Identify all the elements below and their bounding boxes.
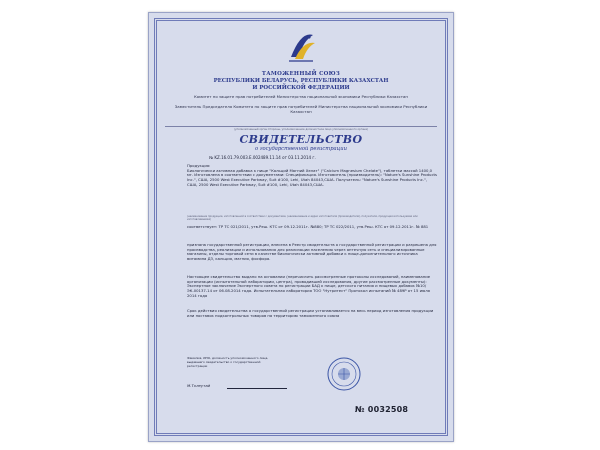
product-label: Продукция: <box>187 163 211 168</box>
document-title: СВИДЕТЕЛЬСТВО <box>239 133 363 146</box>
validity-text: Срок действия свидетельства о государственной регистрации устанавливается на весь период изготовления продукции или поставок подконтрольных товаров на территорию таможенного союза <box>187 308 434 318</box>
serial-number: № 0032508 <box>355 405 409 414</box>
signer-name: М.Толеутай <box>187 383 211 388</box>
authority-hint: (уполномоченный орган Стороны, уполномоченное должностное лицо уполномоченного органа) <box>165 126 437 131</box>
basis-text: Настоящее свидетельство выдано на основании (перечислить рассмотренные протоколы исследований, наименование организации (испытательной лаборатории, центра), проводившей исследования, другие рассмотренные документы): Экспертное заключение Экспертного совета по регистрации БАД к пище, детского питания и пищевых добавок №10/ЭК-00137-14 от 06.08.2014 года. Испытательная лаборатория ТОО "Нутритест" Протокол испытаний № 489Р от 15 июля 2014 года <box>187 274 431 298</box>
organization-line-1: Комитет по защите прав потребителей Министерства национальной экономики Республики Казахстан <box>194 94 408 99</box>
registration-number: № KZ.16.01.79.003.E.002489.11.14 от 03.11.2014 г. <box>209 155 316 160</box>
header-line-2: РЕСПУБЛИКИ БЕЛАРУСЬ, РЕСПУБЛИКИ КАЗАХСТАН <box>213 78 389 84</box>
official-seal-icon <box>327 357 361 391</box>
product-section <box>187 164 437 188</box>
signature-line <box>227 388 287 389</box>
header-line-1: ТАМОЖЕННЫЙ СОЮЗ <box>261 71 341 77</box>
organization-line-2: Заместитель Председателя Комитета по защите прав потребителей Министерства национальной экономики Республики Казахстан <box>174 104 428 114</box>
document-subtitle: о государственной регистрации <box>255 146 347 152</box>
signature-caption: Фамилия, ИНО, должность уполномоченного лица, выдавшего свидетельство о государственной регистрации <box>187 356 269 368</box>
product-hint: (наименование продукции, изготовленной в соответствии с документами, (наименование и адрес изготовителя (производителя), получателя, продукция используемая или изготавливаемая) <box>187 215 418 221</box>
header-line-3: И РОССИЙСКОЙ ФЕДЕРАЦИИ <box>252 85 350 91</box>
recognition-text: признана государственной регистрации, внесена в Реестр свидетельств о государственной регистрации и разрешена для производства, реализации и использования для реализации населению через аптечную сеть и специализированные магазины, отделы торговой сети в качестве биологически активной добавки к пище-дополнительного источника витамина Д3, кальция, магния, фосфора. <box>187 242 437 262</box>
compliance-text: соответствует: ТР ТС 021/2011, утв.Реш. КТС от 09.12.2011г. №880; ТР ТС 022/2011, утв.Реш. КТС от 09.12.2011г. № 881 <box>187 224 429 229</box>
customs-union-emblem-icon <box>285 27 317 71</box>
certificate-page <box>148 12 454 442</box>
product-description: Биологически активная добавка к пище "Кальций Магний Хелат" ("Calcium Magnesium Chelate"), таблетки массой 1400,0 мг. Изготовлена в соответствии с документами: Спецификация. Изготовитель (производитель): "Nature's Sunshine Products Inc.", США, 2500 West Executive Parkway, Suit #100, Lehi, Utah 84043,США. Получатель: "Nature's Sunshine Products Inc.", США, 2500 West Executive Parkway, Suit #100, Lehi, Utah 84043,США. <box>187 167 437 187</box>
